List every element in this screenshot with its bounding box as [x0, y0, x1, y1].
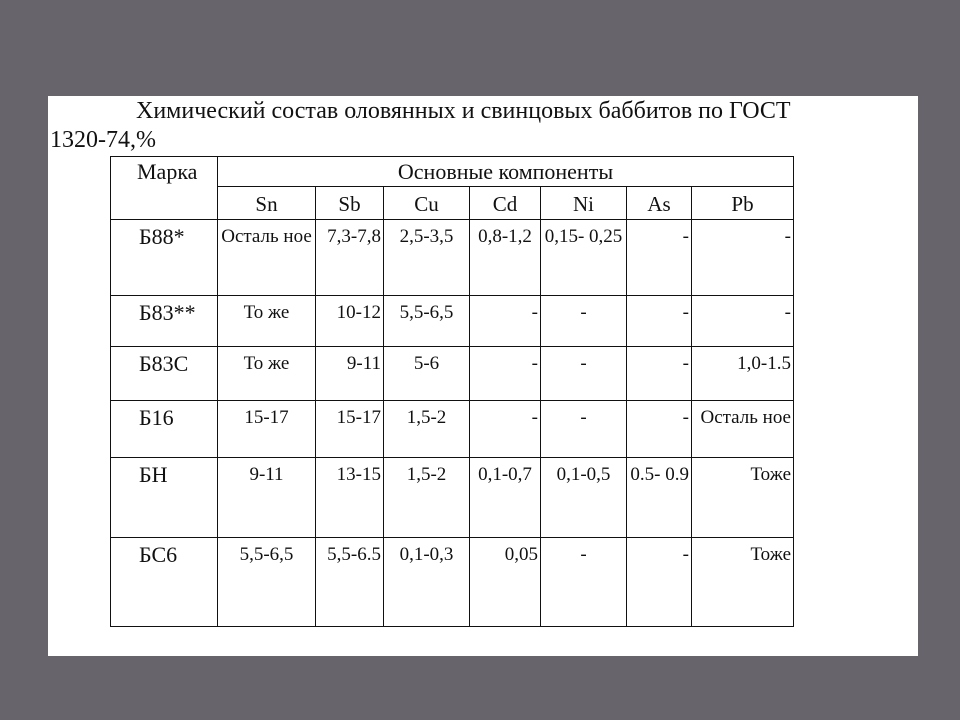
cell-as: -: [627, 538, 692, 627]
header-pb: Pb: [692, 187, 794, 220]
cell-ni: -: [541, 538, 627, 627]
cell-sb: 7,3-7,8: [316, 220, 384, 296]
cell-ni: -: [541, 347, 627, 401]
cell-sb: 15-17: [316, 401, 384, 458]
cell-as: -: [627, 220, 692, 296]
cell-sb: 13-15: [316, 458, 384, 538]
cell-as: -: [627, 347, 692, 401]
cell-sn: 9-11: [218, 458, 316, 538]
cell-cd: 0,8-1,2: [470, 220, 541, 296]
cell-cd: 0,1-0,7: [470, 458, 541, 538]
cell-pb: Осталь ное: [692, 401, 794, 458]
cell-ni: -: [541, 401, 627, 458]
cell-sn: Осталь ное: [218, 220, 316, 296]
cell-cu: 2,5-3,5: [384, 220, 470, 296]
cell-sn: 5,5-6,5: [218, 538, 316, 627]
cell-cu: 5-6: [384, 347, 470, 401]
cell-as: -: [627, 296, 692, 347]
table-row: [111, 220, 794, 296]
row-brand: Б16: [111, 401, 218, 458]
cell-cd: -: [470, 347, 541, 401]
cell-ni: 0,15- 0,25: [541, 220, 627, 296]
header-cd: Cd: [470, 187, 541, 220]
header-components: Основные компоненты: [218, 157, 794, 187]
header-sn: Sn: [218, 187, 316, 220]
row-brand: Б83С: [111, 347, 218, 401]
header-as: As: [627, 187, 692, 220]
header-brand: Марка: [111, 157, 218, 220]
cell-ni: 0,1-0,5: [541, 458, 627, 538]
table-row: [111, 458, 794, 538]
cell-pb: Тоже: [692, 458, 794, 538]
cell-cd: -: [470, 296, 541, 347]
babbitt-composition-table: [110, 156, 794, 627]
cell-cd: -: [470, 401, 541, 458]
row-brand: БС6: [111, 538, 218, 627]
cell-pb: -: [692, 220, 794, 296]
cell-sn: То же: [218, 296, 316, 347]
row-brand: Б88*: [111, 220, 218, 296]
header-ni: Ni: [541, 187, 627, 220]
header-cu: Cu: [384, 187, 470, 220]
slide-sheet: [48, 96, 918, 656]
cell-ni: -: [541, 296, 627, 347]
header-sb: Sb: [316, 187, 384, 220]
cell-as: -: [627, 401, 692, 458]
cell-sn: То же: [218, 347, 316, 401]
cell-cu: 5,5-6,5: [384, 296, 470, 347]
row-brand: Б83**: [111, 296, 218, 347]
cell-cd: 0,05: [470, 538, 541, 627]
cell-sn: 15-17: [218, 401, 316, 458]
table-row: [111, 538, 794, 627]
table-row: [111, 296, 794, 347]
table-row: [111, 401, 794, 458]
cell-cu: 0,1-0,3: [384, 538, 470, 627]
cell-cu: 1,5-2: [384, 458, 470, 538]
cell-sb: 9-11: [316, 347, 384, 401]
cell-pb: Тоже: [692, 538, 794, 627]
table-row: [111, 347, 794, 401]
cell-sb: 10-12: [316, 296, 384, 347]
cell-cu: 1,5-2: [384, 401, 470, 458]
cell-as: 0.5- 0.9: [627, 458, 692, 538]
row-brand: БН: [111, 458, 218, 538]
cell-pb: 1,0-1.5: [692, 347, 794, 401]
title-line-1: Химический состав оловянных и свинцовых баббитов по ГОСТ: [136, 98, 791, 124]
cell-sb: 5,5-6.5: [316, 538, 384, 627]
title-line-2: 1320-74,%: [50, 127, 156, 153]
cell-pb: -: [692, 296, 794, 347]
